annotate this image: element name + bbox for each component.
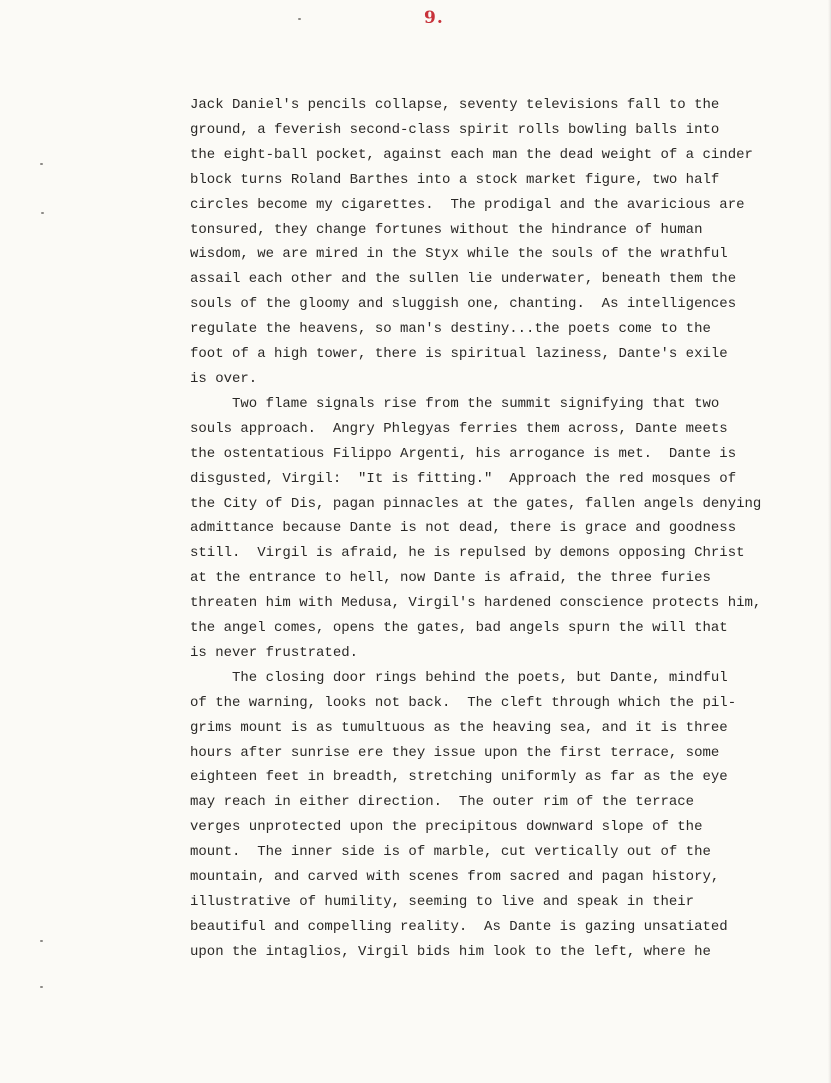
- text-line: foot of a high tower, there is spiritual laziness, Dante's exile: [190, 346, 728, 363]
- text-line: of the warning, looks not back. The cleft through which the pil-: [190, 694, 737, 711]
- text-line: circles become my cigarettes. The prodigal and the avaricious are: [190, 196, 745, 213]
- text-line: is never frustrated.: [190, 644, 359, 661]
- text-line: grims mount is as tumultuous as the heaving sea, and it is three: [190, 719, 728, 736]
- text-line: at the entrance to hell, now Dante is afraid, the three furies: [190, 570, 711, 587]
- text-line: regulate the heavens, so man's destiny...the poets come to the: [190, 321, 711, 338]
- margin-speck: [40, 940, 43, 942]
- text-line: souls of the gloomy and sluggish one, chanting. As intelligences: [190, 296, 737, 313]
- margin-speck: [40, 986, 43, 988]
- text-line: eighteen feet in breadth, stretching uniformly as far as the eye: [190, 769, 728, 786]
- text-line: The closing door rings behind the poets, but Dante, mindful: [232, 669, 728, 686]
- text-line: souls approach. Angry Phlegyas ferries them across, Dante meets: [190, 420, 728, 437]
- text-line: ground, a feverish second-class spirit rolls bowling balls into: [190, 121, 720, 138]
- paragraph: [190, 93, 790, 392]
- text-line: wisdom, we are mired in the Styx while the souls of the wrathful: [190, 246, 728, 263]
- text-line: upon the intaglios, Virgil bids him look to the left, where he: [190, 943, 711, 960]
- text-line: the City of Dis, pagan pinnacles at the gates, fallen angels denying: [190, 495, 762, 512]
- text-line: assail each other and the sullen lie underwater, beneath them the: [190, 271, 737, 288]
- text-line: illustrative of humility, seeming to live and speak in their: [190, 894, 695, 910]
- text-line: Jack Daniel's pencils collapse, seventy televisions fall to the: [190, 97, 720, 113]
- paragraph: [190, 392, 790, 666]
- text-line: disgusted, Virgil: "It is fitting." Approach the red mosques of: [190, 470, 737, 487]
- text-line: the ostentatious Filippo Argenti, his arrogance is met. Dante is: [190, 445, 737, 462]
- text-line: beautiful and compelling reality. As Dante is gazing unsatiated: [190, 918, 728, 935]
- body-text: [190, 93, 790, 965]
- text-line: verges unprotected upon the precipitous downward slope of the: [190, 819, 703, 836]
- text-line: the angel comes, opens the gates, bad angels spurn the will that: [190, 620, 728, 637]
- text-line: threaten him with Medusa, Virgil's hardened conscience protects him,: [190, 595, 762, 612]
- margin-speck: [298, 18, 301, 20]
- text-line: still. Virgil is afraid, he is repulsed by demons opposing Christ: [190, 545, 745, 562]
- text-line: mountain, and carved with scenes from sacred and pagan history,: [190, 869, 720, 886]
- text-line: mount. The inner side is of marble, cut vertically out of the: [190, 844, 711, 861]
- margin-speck: [41, 212, 44, 214]
- paragraph: [190, 666, 790, 965]
- text-line: the eight-ball pocket, against each man the dead weight of a cinder: [190, 146, 753, 163]
- text-line: admittance because Dante is not dead, there is grace and goodness: [190, 520, 737, 537]
- text-line: Two flame signals rise from the summit signifying that two: [232, 395, 720, 412]
- text-line: is over.: [190, 370, 258, 387]
- margin-speck: [40, 163, 43, 165]
- text-line: may reach in either direction. The outer rim of the terrace: [190, 794, 695, 811]
- text-line: block turns Roland Barthes into a stock market figure, two half: [190, 171, 720, 188]
- page-number: 9.: [424, 8, 444, 28]
- text-line: hours after sunrise ere they issue upon the first terrace, some: [190, 744, 720, 761]
- text-line: tonsured, they change fortunes without the hindrance of human: [190, 221, 703, 238]
